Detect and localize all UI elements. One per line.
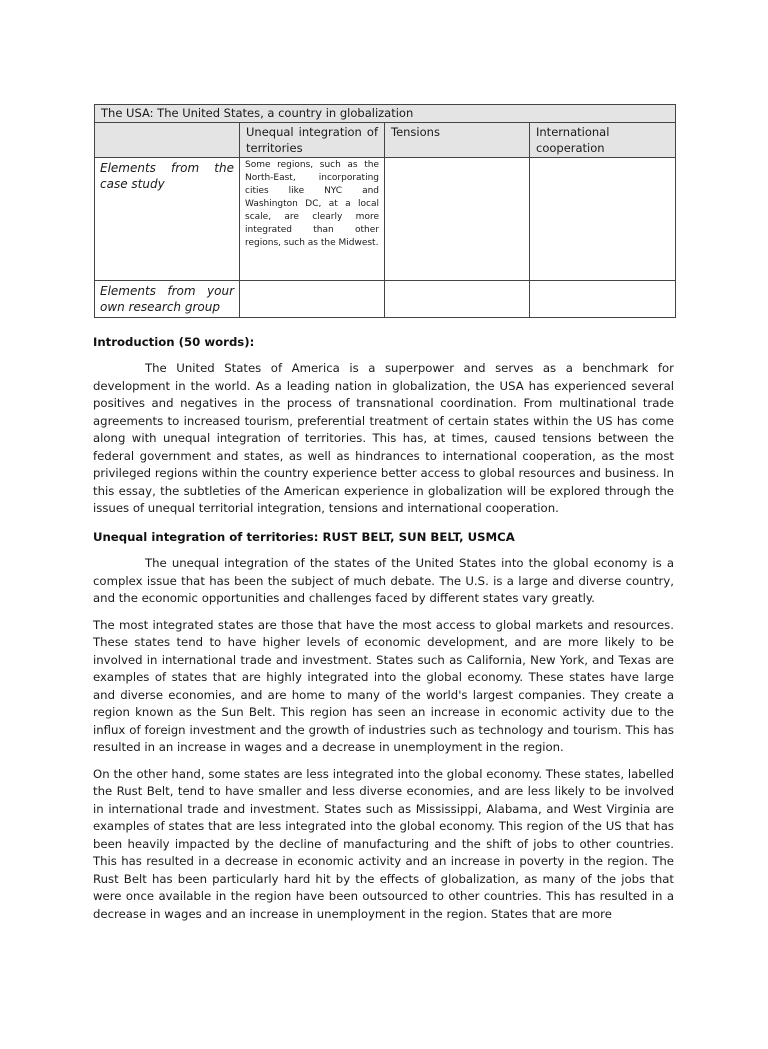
row-label-research-group: Elements from your own research group (95, 281, 240, 318)
table-title-row (95, 105, 676, 123)
table-cell (530, 281, 676, 318)
column-header-unequal-integration: Unequal integration of territories (240, 123, 385, 158)
table-row (95, 281, 676, 318)
table-cell: Some regions, such as the North-East, incorporating cities like NYC and Washington DC, at a local scale, are clearly more integrated than other regions, such as the Midwest. (240, 158, 385, 281)
table-cell (240, 281, 385, 318)
body-paragraph: The unequal integration of the states of the United States into the global economy is a complex issue that has been the subject of much debate. The U.S. is a large and diverse country, and the economic opportunities and challenges faced by different states vary greatly. (93, 556, 674, 605)
unequal-integration-section (93, 555, 674, 1049)
introduction-heading: Introduction (50 words): (93, 335, 255, 349)
body-paragraph: On the other hand, some states are less integrated into the global economy. These states, labelled the Rust Belt, tend to have smaller and less diverse economies, and are less likely to be involved in international trade and investment. States such as Mississippi, Alabama, and West Virginia are examples of states that are less integrated into the global economy. This region of the US that has been heavily impacted by the decline of manufacturing and the shift of jobs to other countries. This has resulted in a decrease in economic activity and an increase in poverty in the region. The Rust Belt has been particularly hard hit by the effects of globalization, as many of the jobs that were once available in the region have been outsourced to other countries. This has resulted in a decrease in wages and an increase in unemployment in the region. States that are more (93, 766, 674, 921)
column-header-tensions: Tensions (385, 123, 530, 158)
introduction-section (93, 360, 674, 527)
table-header-row (95, 123, 676, 158)
table-row (95, 158, 676, 281)
table-cell (530, 158, 676, 281)
table-cell (385, 281, 530, 318)
table-cell (385, 158, 530, 281)
case-study-table (94, 104, 676, 318)
introduction-paragraph: The United States of America is a superpower and serves as a benchmark for development in the world. As a leading nation in globalization, the USA has experienced several positives and negatives in the process of transnational coordination. From multinational trade agreements to increased tourism, preferential treatment of certain states within the US has come along with unequal integration of territories. This has, at times, caused tensions between the federal government and states, as well as hindrances to international cooperation, as the most privileged regions within the country experience better access to global resources and business. In this essay, the subtleties of the American experience in globalization will be explored through the issues of unequal territorial integration, tensions and international cooperation. (93, 361, 674, 515)
column-header-empty (95, 123, 240, 158)
body-paragraph: The most integrated states are those that have the most access to global markets and resources. These states tend to have higher levels of economic development, and are more likely to be involved in international trade and investment. States such as California, New York, and Texas are examples of states that are highly integrated into the global economy. These states have large and diverse economies, and are home to many of the world's largest companies. They create a region known as the Sun Belt. This region has seen an increase in economic activity due to the influx of foreign investment and the growth of industries such as technology and tourism. This has resulted in an increase in wages and a decrease in unemployment in the region. (93, 617, 674, 754)
unequal-integration-heading: Unequal integration of territories: RUST BELT, SUN BELT, USMCA (93, 530, 515, 544)
table-title: The USA: The United States, a country in globalization (95, 105, 676, 123)
row-label-case-study: Elements from the case study (95, 158, 240, 281)
column-header-international-cooperation: International cooperation (530, 123, 676, 158)
